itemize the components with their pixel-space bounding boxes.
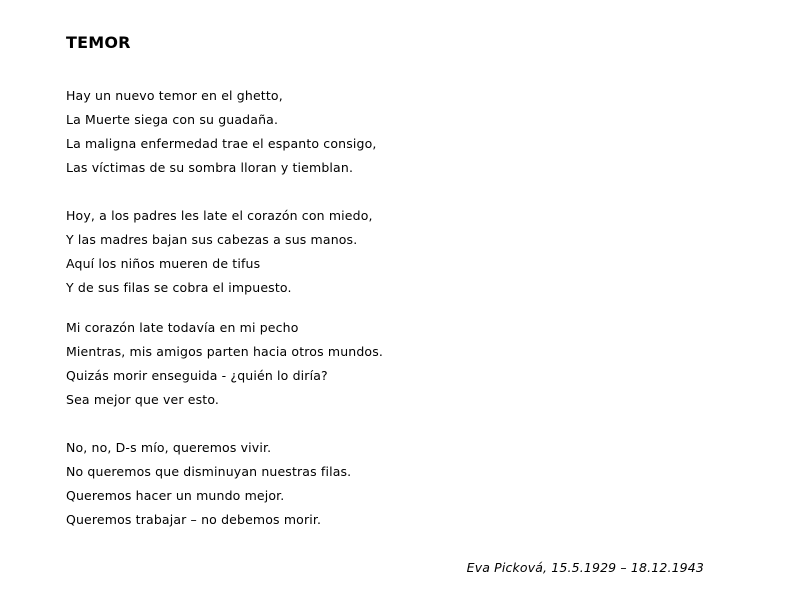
stanza-4 xyxy=(66,438,351,534)
stanza-2 xyxy=(66,206,373,302)
author-signature: Eva Picková, 15.5.1929 – 18.12.1943 xyxy=(466,560,704,575)
poem-title: TEMOR xyxy=(66,33,131,52)
poem-line: Las víctimas de su sombra lloran y tiemblan. xyxy=(66,160,354,175)
poem-line: Sea mejor que ver esto. xyxy=(66,392,220,407)
stanza-3 xyxy=(66,318,383,414)
poem-line: La maligna enfermedad trae el espanto consigo, xyxy=(66,136,377,151)
poem-line: Aquí los niños mueren de tifus xyxy=(66,256,261,271)
stanza-1 xyxy=(66,86,377,182)
poem-line: La Muerte siega con su guadaña. xyxy=(66,112,279,127)
poem-line: Mi corazón late todavía en mi pecho xyxy=(66,320,299,335)
poem-line: No queremos que disminuyan nuestras filas. xyxy=(66,464,352,479)
poem-line: Quizás morir enseguida - ¿quién lo diría? xyxy=(66,368,328,383)
poem-line: Y de sus filas se cobra el impuesto. xyxy=(66,280,292,295)
poem-line: Queremos hacer un mundo mejor. xyxy=(66,488,285,503)
poem-line: Hoy, a los padres les late el corazón con miedo, xyxy=(66,208,373,223)
poem-line: Queremos trabajar – no debemos morir. xyxy=(66,512,322,527)
poem-line: Mientras, mis amigos parten hacia otros mundos. xyxy=(66,344,384,359)
poem-line: Hay un nuevo temor en el ghetto, xyxy=(66,88,283,103)
poem-line: No, no, D-s mío, queremos vivir. xyxy=(66,440,272,455)
poem-line: Y las madres bajan sus cabezas a sus manos. xyxy=(66,232,358,247)
